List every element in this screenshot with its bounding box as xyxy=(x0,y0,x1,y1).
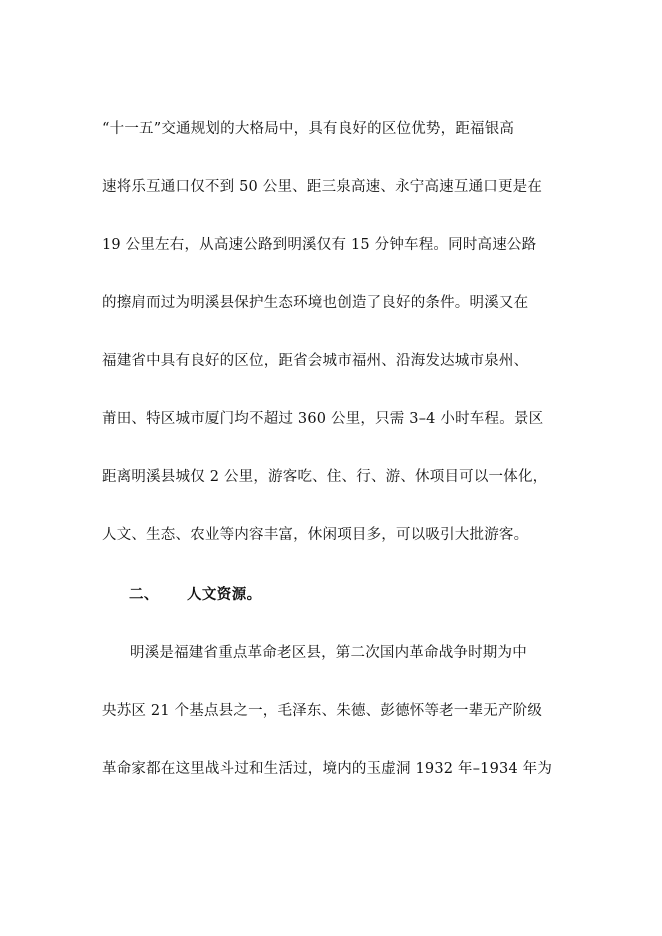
paragraph-1-line-6: 莆田、特区城市厦门均不超过 360 公里，只需 3–4 小时车程。景区 xyxy=(102,411,544,427)
paragraph-2-line-1: 明溪是福建省重点革命老区县，第二次国内革命战争时期为中 xyxy=(130,645,527,661)
paragraph-1-line-3: 19 公里左右，从高速公路到明溪仅有 15 分钟车程。同时高速公路 xyxy=(102,237,537,253)
paragraph-1-line-7: 距离明溪县城仅 2 公里，游客吃、住、行、游、休项目可以一体化， xyxy=(102,469,548,485)
section-heading xyxy=(129,585,599,605)
paragraph-2-line-3: 革命家都在这里战斗过和生活过，境内的玉虚洞 1932 年–1934 年为 xyxy=(102,761,553,777)
paragraph-1-line-5: 福建省中具有良好的区位，距省会城市福州、沿海发达城市泉州、 xyxy=(102,353,529,369)
paragraph-1-line-8: 人文、生态、农业等内容丰富，休闲项目多，可以吸引大批游客。 xyxy=(102,527,529,543)
paragraph-1-line-2: 速将乐互通口仅不到 50 公里、距三泉高速、永宁高速互通口更是在 xyxy=(102,179,543,195)
paragraph-2-line-2: 央苏区 21 个基点县之一，毛泽东、朱德、彭德怀等老一辈无产阶级 xyxy=(102,703,543,719)
section-heading-title: 人文资源。 xyxy=(187,586,262,603)
paragraph-1-line-1: “十一五”交通规划的大格局中，具有良好的区位优势，距福银高 xyxy=(102,121,515,137)
paragraph-1-line-4: 的擦肩而过为明溪县保护生态环境也创造了良好的条件。明溪又在 xyxy=(102,295,529,311)
section-heading-number: 二、 xyxy=(129,586,159,603)
